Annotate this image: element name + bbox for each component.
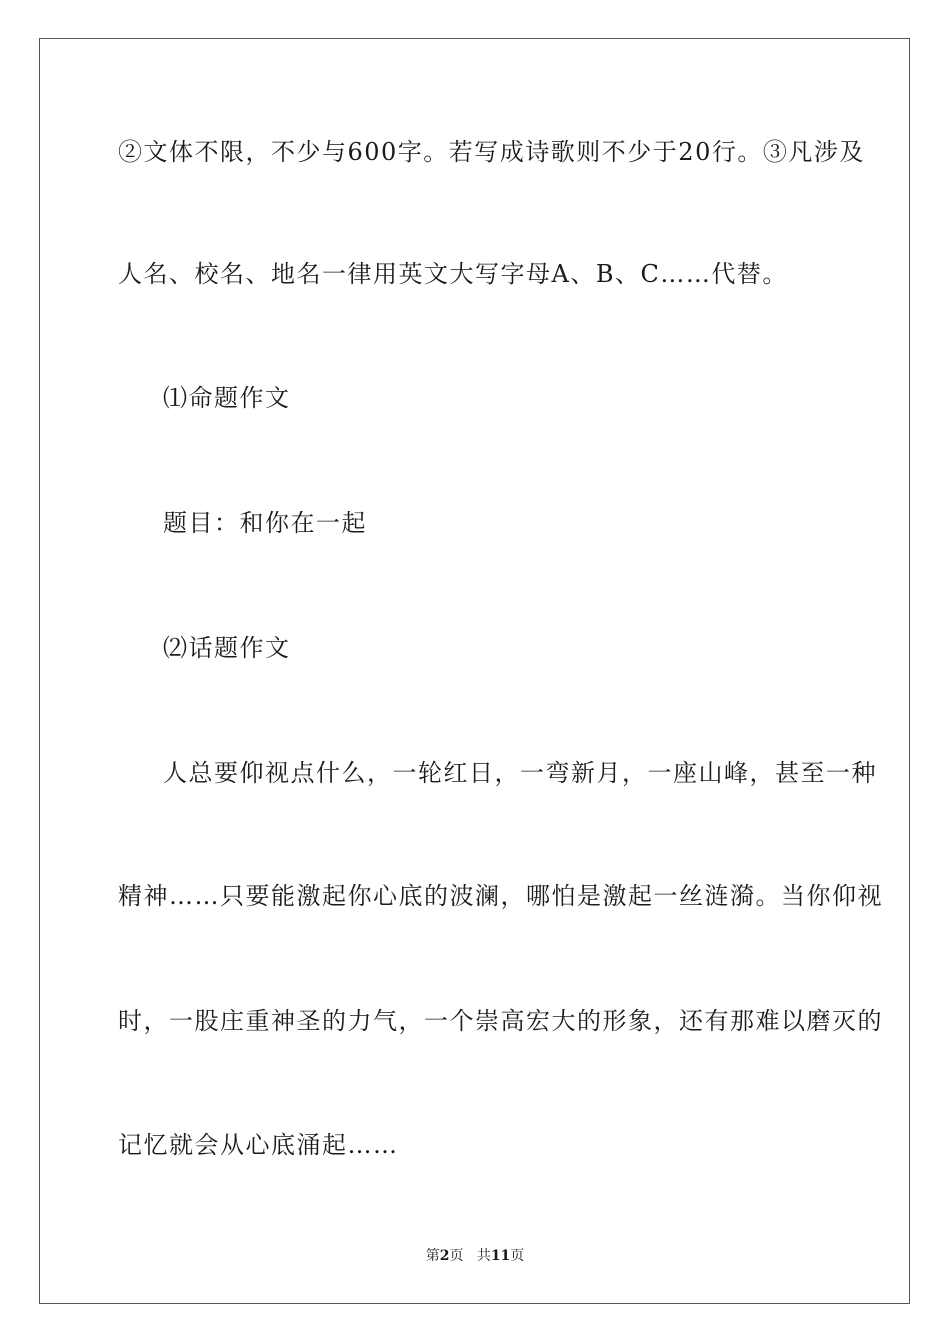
footer-total-prefix: 共 xyxy=(476,1248,491,1264)
heading-proposition-essay: ⑴命题作文 xyxy=(163,384,291,412)
footer-page-number: 2 xyxy=(439,1248,450,1264)
text-line-1: ②文体不限，不少与600字。若写成诗歌则不少于20行。③凡涉及 xyxy=(118,138,865,166)
footer-page-suffix: 页 xyxy=(449,1248,464,1264)
footer-total-pages: 11 xyxy=(490,1248,511,1264)
page-footer xyxy=(0,1247,950,1265)
footer-page-prefix: 第 xyxy=(425,1248,440,1264)
paragraph-line-2: 精神……只要能激起你心底的波澜，哪怕是激起一丝涟漪。当你仰视 xyxy=(118,882,883,910)
footer-total-suffix: 页 xyxy=(510,1248,525,1264)
heading-topic-essay: ⑵话题作文 xyxy=(163,634,291,662)
page-border xyxy=(39,38,910,1304)
paragraph-line-1: 人总要仰视点什么，一轮红日，一弯新月，一座山峰，甚至一种 xyxy=(163,759,877,787)
paragraph-line-3: 时，一股庄重神圣的力气，一个崇高宏大的形象，还有那难以磨灭的 xyxy=(118,1007,883,1035)
paragraph-line-4: 记忆就会从心底涌起…… xyxy=(118,1131,399,1159)
text-line-2: 人名、校名、地名一律用英文大写字母A、B、C……代替。 xyxy=(118,260,788,288)
essay-title-line: 题目：和你在一起 xyxy=(163,509,367,537)
